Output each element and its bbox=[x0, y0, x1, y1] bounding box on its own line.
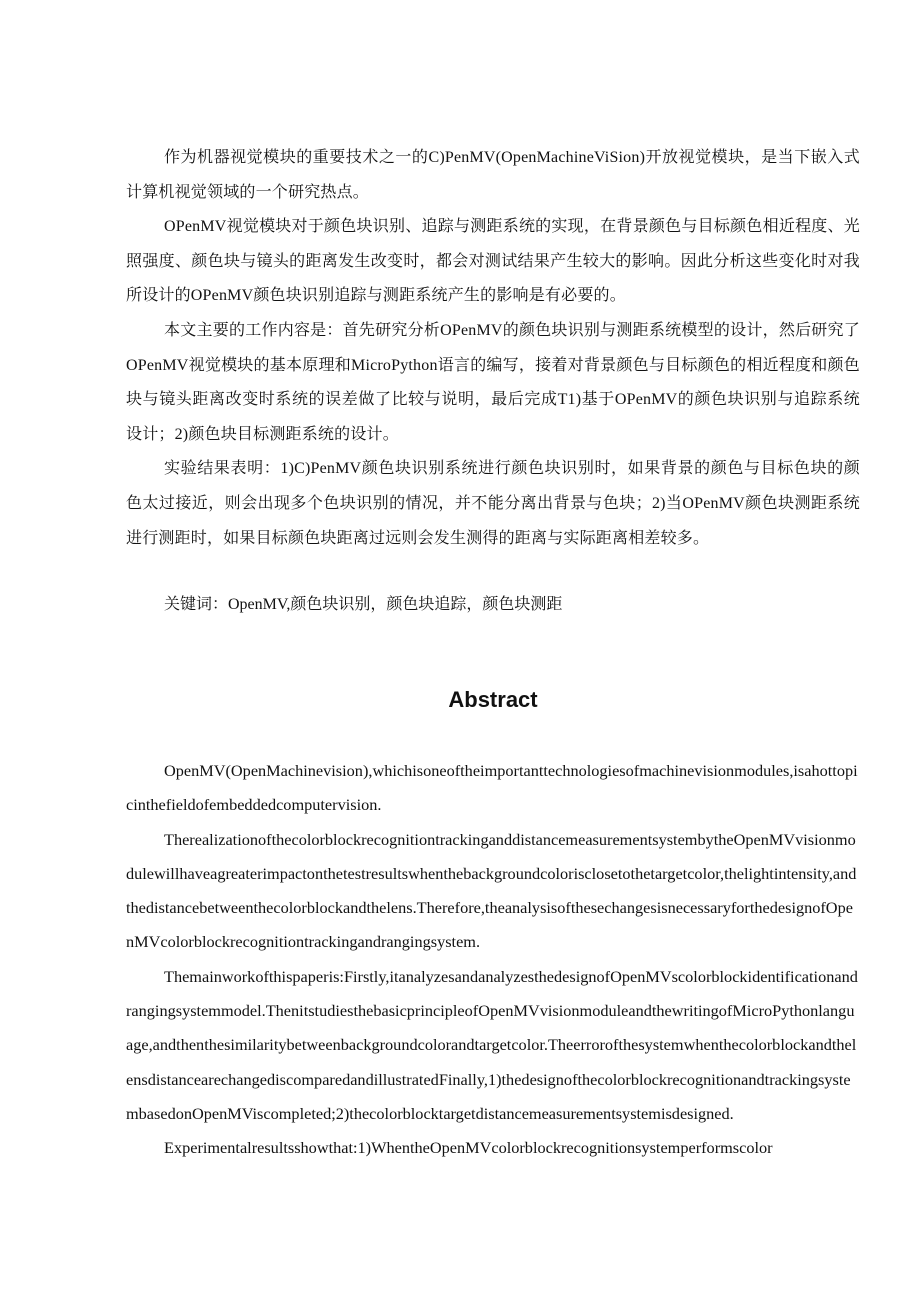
en-paragraph-4: Experimentalresultsshowthat:1)WhentheOpenMVcolorblockrecognitionsystemperformscolor bbox=[164, 1138, 773, 1158]
en-paragraph-2: TherealizationofthecolorblockrecognitiontrackinganddistancemeasurementsystembytheOpenMVvisionmodulewillhaveagreaterimpactonthetestresultswhenthebackgroundcolorisclosetothetargetcolor,thelightintensity,andthedistancebetweenthecolorblockandthelens.Therefore,theanalysisofthesechangesisnecessaryforthedesignofOpenMVcolorblockrecognitiontrackingandrangingsystem. bbox=[126, 829, 857, 952]
english-abstract bbox=[126, 754, 860, 1166]
cn-paragraph-1: 作为机器视觉模块的重要技术之一的C)PenMV(OpenMachineViSion)开放视觉模块，是当下嵌入式计算机视觉领域的一个研究热点。 bbox=[126, 149, 860, 201]
en-paragraph-1: OpenMV(OpenMachinevision),whichisoneoftheimportanttechnologiesofmachinevisionmodules,isahottopicinthefieldofembeddedcomputervision. bbox=[126, 761, 858, 815]
en-paragraph-3: Themainworkofthispaperis:Firstly,itanalyzesandanalyzesthedesignofOpenMVscolorblockidentificationandrangingsystemmodel.ThenitstudiesthebasicprincipleofOpenMVvisionmoduleandthewritingofMicroPythonlanguage,andthenthesimilaritybetweenbackgroundcolorandtargetcolor.TheerrorofthesystemwhenthecolorblockandthelensdistancearechangediscomparedandillustratedFinally,1)thedesignofthecolorblockrecognitionandtrackingsystembasedonOpenMViscompleted;2)thecolorblocktargetdistancemeasurementsystemisdesigned. bbox=[126, 966, 858, 1123]
cn-paragraph-3: 本文主要的工作内容是：首先研究分析OPenMV的颜色块识别与测距系统模型的设计，然后研究了OPenMV视觉模块的基本原理和MicroPython语言的编写，接着对背景颜色与目标颜色的相近程度和颜色块与镜头距离改变时系统的误差做了比较与说明，最后完成T1)基于OPenMV的颜色块识别与追踪系统设计；2)颜色块目标测距系统的设计。 bbox=[126, 321, 860, 443]
abstract-heading: Abstract bbox=[448, 687, 538, 712]
cn-paragraph-2: OPenMV视觉模块对于颜色块识别、追踪与测距系统的实现，在背景颜色与目标颜色相近程度、光照强度、颜色块与镜头的距离发生改变时，都会对测试结果产生较大的影响。因此分析这些变化时对我所设计的OPenMV颜色块识别追踪与测距系统产生的影响是有必要的。 bbox=[126, 218, 860, 305]
chinese-abstract bbox=[126, 141, 860, 556]
keywords-line: 关键词：OpenMV,颜色块识别，颜色块追踪，颜色块测距 bbox=[164, 596, 563, 613]
cn-paragraph-4: 实验结果表明：1)C)PenMV颜色块识别系统进行颜色块识别时，如果背景的颜色与目标色块的颜色太过接近，则会出现多个色块识别的情况，并不能分离出背景与色块；2)当OPenMV颜色块测距系统进行测距时，如果目标颜色块距离过远则会发生测得的距离与实际距离相差较多。 bbox=[126, 460, 860, 547]
